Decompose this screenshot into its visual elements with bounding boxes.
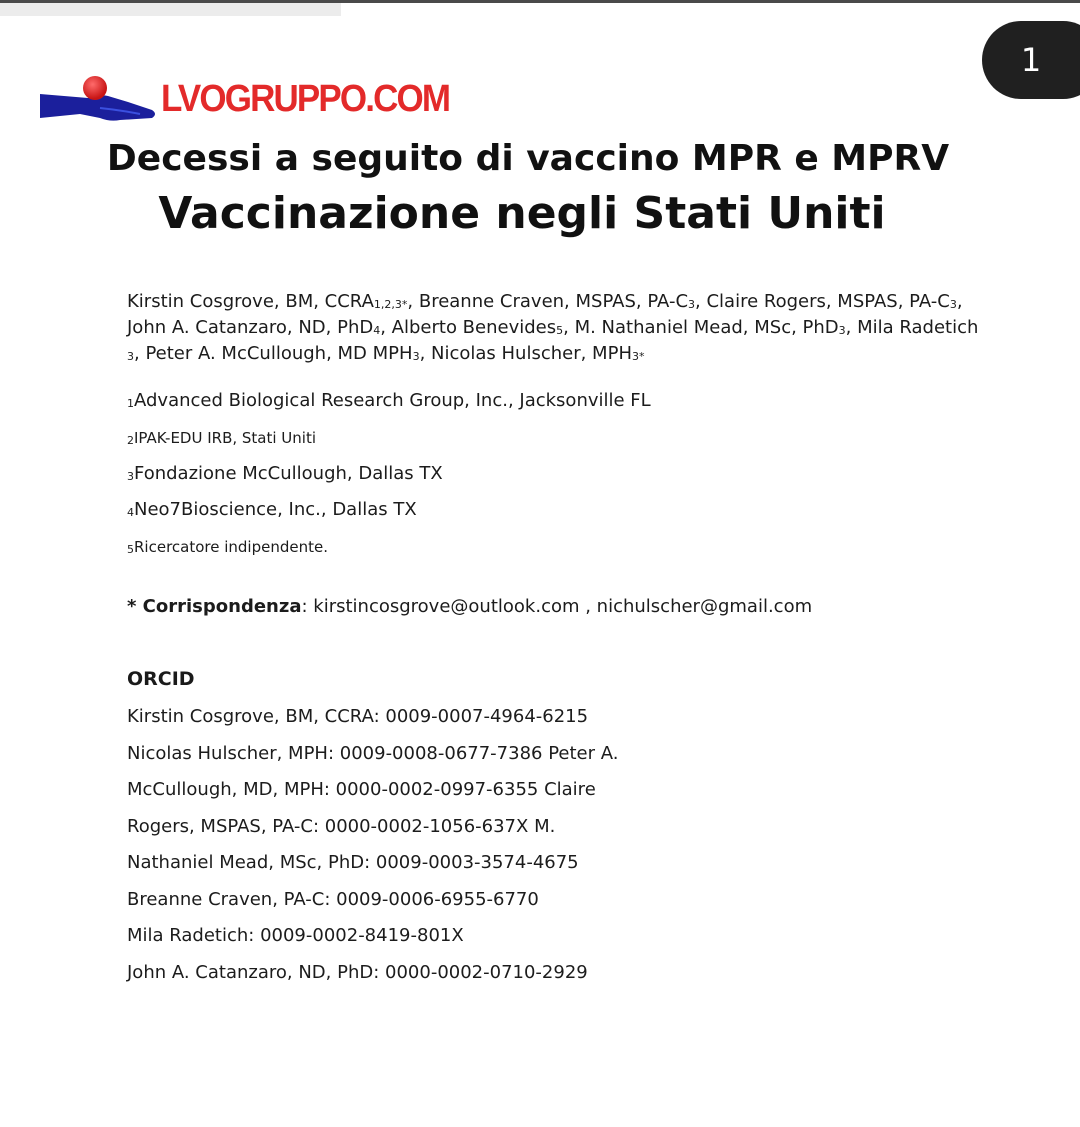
affiliation-number: 5 (127, 543, 134, 556)
affiliation-number: 2 (127, 434, 134, 447)
author-text: John A. Catanzaro, ND, PhD (127, 317, 374, 338)
site-logo (40, 74, 450, 126)
affiliation-marker: 3* (631, 350, 645, 363)
author-line (127, 316, 979, 342)
correspondence-label: * Corrispondenza (127, 596, 302, 617)
affiliation-marker: 5 (556, 324, 564, 337)
logo-text: LVOGRUPPO.COM (161, 78, 450, 120)
author-line (127, 342, 967, 368)
orcid-line: Mila Radetich: 0009-0002-8419-801X (127, 925, 464, 946)
affiliation-text: Fondazione McCullough, Dallas TX (134, 463, 443, 484)
affiliation-text: Advanced Biological Research Group, Inc., Jacksonville FL (134, 390, 651, 411)
affiliation-4 (127, 499, 417, 520)
affiliation-number: 3 (127, 470, 134, 483)
orcid-line: Nicolas Hulscher, MPH: 0009-0008-0677-7386 Peter A. (127, 743, 619, 764)
correspondence (127, 596, 812, 617)
author-text: , Claire Rogers, MSPAS, PA-C (695, 291, 950, 312)
document-title: Decessi a seguito di vaccino MPR e MPRV (106, 138, 950, 179)
author-text: , Peter A. McCullough, MD MPH (134, 343, 413, 364)
affiliation-3 (127, 463, 443, 484)
author-text: , M. Nathaniel Mead, MSc, PhD (563, 317, 839, 338)
author-line (127, 290, 967, 316)
affiliation-number: 1 (127, 397, 134, 410)
author-text: , (956, 291, 963, 312)
orcid-line: John A. Catanzaro, ND, PhD: 0000-0002-0710-2929 (127, 962, 588, 983)
author-list (127, 290, 979, 368)
affiliation-marker: 4 (373, 324, 381, 337)
affiliation-marker: 3 (412, 350, 420, 363)
affiliation-text: Ricercatore indipendente. (134, 538, 328, 556)
page-number: 1 (1020, 41, 1042, 79)
hand-ball-icon (40, 74, 165, 126)
orcid-line: Breanne Craven, PA-C: 0009-0006-6955-6770 (127, 889, 539, 910)
affiliation-number: 4 (127, 506, 134, 519)
affiliation-text: Neo7Bioscience, Inc., Dallas TX (134, 499, 417, 520)
author-text: , Alberto Benevides (380, 317, 557, 338)
orcid-line: Nathaniel Mead, MSc, PhD: 0009-0003-3574-4675 (127, 852, 579, 873)
scroll-progress-bar[interactable] (0, 3, 341, 16)
orcid-heading: ORCID (127, 668, 195, 690)
author-text: , Mila Radetich (845, 317, 979, 338)
orcid-line: McCullough, MD, MPH: 0000-0002-0997-6355 Claire (127, 779, 596, 800)
author-text: , Breanne Craven, MSPAS, PA-C (407, 291, 689, 312)
affiliation-1 (127, 390, 651, 411)
correspondence-emails: : kirstincosgrove@outlook.com , nichulscher@gmail.com (301, 596, 813, 617)
author-text: Kirstin Cosgrove, BM, CCRA (127, 291, 374, 312)
affiliation-5 (127, 538, 328, 556)
affiliation-2 (127, 429, 316, 447)
orcid-line: Kirstin Cosgrove, BM, CCRA: 0009-0007-4964-6215 (127, 706, 589, 727)
affiliation-marker: 3 (949, 298, 957, 311)
affiliation-text: IPAK-EDU IRB, Stati Uniti (134, 429, 317, 447)
orcid-line: Rogers, MSPAS, PA-C: 0000-0002-1056-637X M. (127, 816, 556, 837)
affiliation-marker: 1,2,3* (373, 298, 408, 311)
affiliation-marker: 3 (838, 324, 846, 337)
affiliation-marker: 3 (127, 350, 134, 363)
author-text: , Nicolas Hulscher, MPH (419, 343, 632, 364)
page-number-badge (982, 21, 1080, 99)
document-subtitle: Vaccinazione negli Stati Uniti (158, 188, 886, 239)
affiliation-marker: 3 (688, 298, 696, 311)
